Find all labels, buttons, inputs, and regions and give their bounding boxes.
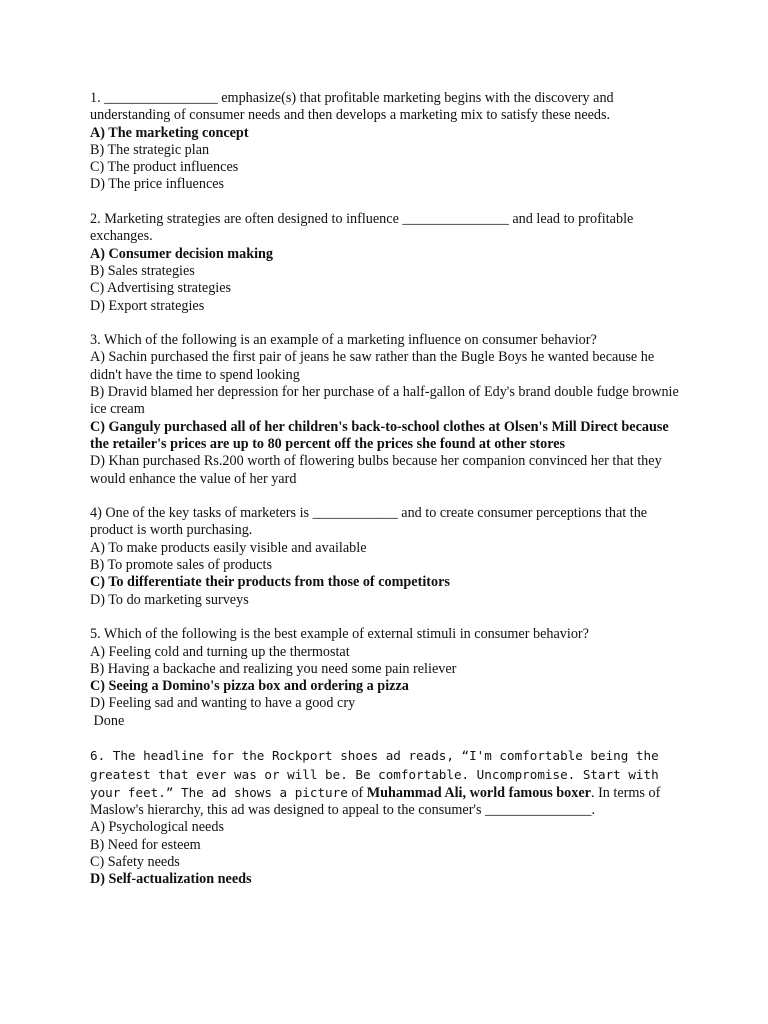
question-6-stem-post: . In terms of Maslow's hierarchy, this ad was designed to appeal to the consumer's _______________. (90, 784, 661, 819)
question-1 (90, 90, 680, 194)
question-5-option-b: B) Having a backache and realizing you need some pain reliever (90, 660, 457, 677)
question-2-stem: 2. Marketing strategies are often designed to influence _______________ and lead to profitable exchanges. (90, 211, 634, 245)
question-3-option-c: C) Ganguly purchased all of her children's back-to-school clothes at Olsen's Mill Direct because the retailer's prices are up to 80 percent off the prices she found at other stores (90, 418, 669, 452)
question-1-option-b: B) The strategic plan (90, 141, 210, 158)
question-2-option-d: D) Export strategies (90, 297, 205, 314)
question-3-option-d: D) Khan purchased Rs.200 worth of flowering bulbs because her companion convinced her that they would enhance the value of her yard (90, 453, 662, 487)
question-2 (90, 211, 680, 315)
question-5-option-d: D) Feeling sad and wanting to have a good cry (90, 695, 356, 712)
question-6-option-a: A) Psychological needs (90, 819, 224, 836)
question-2-option-a: A) Consumer decision making (90, 245, 274, 262)
question-6-stem-headline: 6. The headline for the Rockport shoes ad reads, “I'm comfortable being the greatest that ever was or will be. Be comfortable. Uncompromise. Start with your feet.” The ad shows a picture (90, 748, 659, 800)
question-6-option-b: B) Need for esteem (90, 836, 201, 853)
question-3-option-a: A) Sachin purchased the first pair of jeans he saw rather than the Bugle Boys he wanted because he didn't have the time to spend looking (90, 349, 655, 383)
question-3-option-b: B) Dravid blamed her depression for her purchase of a half-gallon of Edy's brand double fudge brownie ice cream (90, 384, 679, 418)
question-6-stem-bold: Muhammad Ali, world famous boxer (366, 784, 591, 801)
question-3 (90, 332, 680, 488)
question-5 (90, 626, 680, 730)
question-4-option-d: D) To do marketing surveys (90, 591, 249, 608)
question-6 (90, 747, 680, 888)
question-4-option-c: C) To differentiate their products from those of competitors (90, 574, 450, 591)
question-1-stem: 1. ________________ emphasize(s) that profitable marketing begins with the discovery and understanding of consumer needs and then develops a marketing mix to satisfy these needs. (90, 90, 614, 124)
question-list (90, 90, 680, 906)
question-6-option-d: D) Self-actualization needs (90, 871, 252, 888)
question-4-option-b: B) To promote sales of products (90, 557, 272, 574)
question-4-option-a: A) To make products easily visible and available (90, 539, 367, 556)
question-5-option-a: A) Feeling cold and turning up the thermostat (90, 643, 350, 660)
question-6-option-c: C) Safety needs (90, 854, 180, 871)
question-5-option-c: C) Seeing a Domino's pizza box and ordering a pizza (90, 678, 409, 695)
question-3-stem: 3. Which of the following is an example of a marketing influence on consumer behavior? (90, 332, 597, 349)
question-2-option-c: C) Advertising strategies (90, 280, 232, 297)
question-6-stem (90, 747, 680, 819)
question-6-stem-pre: of (351, 784, 367, 801)
question-4-stem: 4) One of the key tasks of marketers is ____________ and to create consumer perceptions that the product is worth purchasing. (90, 505, 648, 539)
question-2-option-b: B) Sales strategies (90, 262, 195, 279)
question-4 (90, 505, 680, 609)
question-1-option-d: D) The price influences (90, 176, 225, 193)
question-5-note: Done (90, 712, 125, 729)
question-1-option-a: A) The marketing concept (90, 124, 249, 141)
question-5-stem: 5. Which of the following is the best example of external stimuli in consumer behavior? (90, 626, 589, 643)
question-1-option-c: C) The product influences (90, 159, 239, 176)
